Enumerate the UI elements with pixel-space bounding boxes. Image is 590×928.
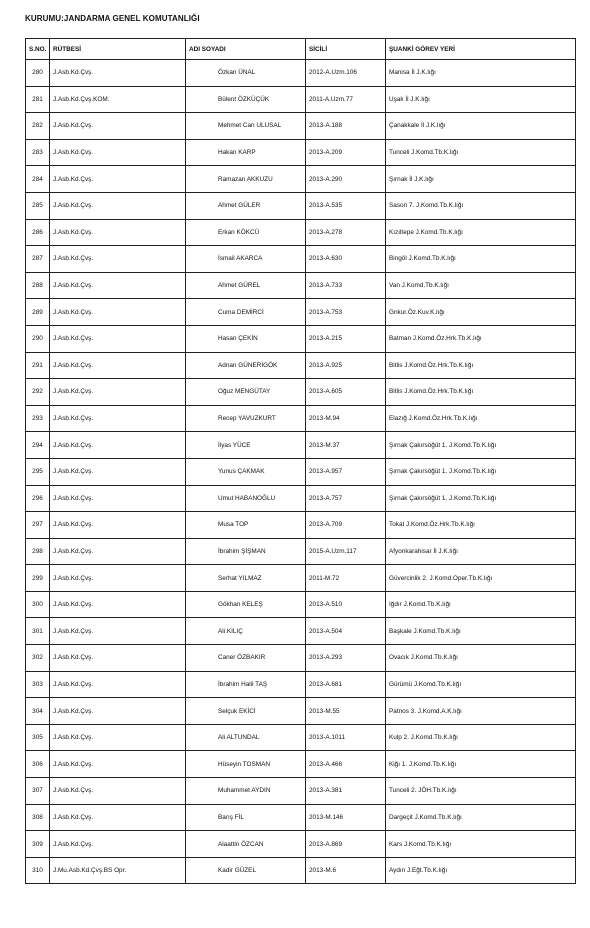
cell-current-post: Afyonkarahisar İl J.K.lığı	[386, 538, 576, 565]
cell-rank: J.Asb.Kd.Çvş.	[50, 405, 186, 432]
table-row	[26, 405, 576, 432]
header-current-post: ŞUANKİ GÖREV YERİ	[386, 39, 576, 60]
cell-current-post: Gürümü J.Komd.Tb.K.lığı	[386, 671, 576, 698]
cell-rank: J.Asb.Kd.Çvş.	[50, 591, 186, 618]
table-row	[26, 299, 576, 326]
table-row	[26, 565, 576, 592]
cell-sno: 297	[26, 512, 50, 539]
cell-sno: 307	[26, 778, 50, 805]
cell-registry: 2013-A.1011	[306, 724, 386, 751]
cell-sno: 284	[26, 166, 50, 193]
cell-registry: 2013-A.466	[306, 751, 386, 778]
cell-rank: J.Asb.Kd.Çvş.	[50, 166, 186, 193]
cell-registry: 2013-A.381	[306, 778, 386, 805]
cell-registry: 2013-A.215	[306, 325, 386, 352]
cell-rank: J.Asb.Kd.Çvş.	[50, 352, 186, 379]
cell-current-post: Çanakkale İl J.K.lığı	[386, 113, 576, 140]
cell-current-post: Şırnak Çakırsöğüt 1. J.Komd.Tb.K.lığı	[386, 485, 576, 512]
cell-sno: 299	[26, 565, 50, 592]
cell-name: Ali ALTUNDAL	[186, 724, 306, 751]
cell-sno: 308	[26, 804, 50, 831]
cell-sno: 292	[26, 379, 50, 406]
cell-name: İbrahim Halil TAŞ	[186, 671, 306, 698]
cell-registry: 2013-M.94	[306, 405, 386, 432]
header-sno: S.NO.	[26, 39, 50, 60]
cell-registry: 2013-A.709	[306, 512, 386, 539]
table-row	[26, 458, 576, 485]
table-row	[26, 432, 576, 459]
cell-name: Hasan ÇEKİN	[186, 325, 306, 352]
cell-rank: J.Asb.Kd.Çvş.KOM.	[50, 86, 186, 113]
cell-rank: J.Asb.Kd.Çvş.	[50, 219, 186, 246]
table-row	[26, 352, 576, 379]
cell-current-post: Şırnak Çakırsöğüt 1. J.Komd.Tb.K.lığı	[386, 458, 576, 485]
cell-sno: 286	[26, 219, 50, 246]
cell-registry: 2011-M.72	[306, 565, 386, 592]
table-row	[26, 698, 576, 725]
cell-registry: 2013-A.510	[306, 591, 386, 618]
cell-current-post: Kızıltepe J.Komd.Tb.K.lığı	[386, 219, 576, 246]
cell-name: İbrahim ŞİŞMAN	[186, 538, 306, 565]
cell-current-post: Iğdır J.Komd.Tb.K.lığı	[386, 591, 576, 618]
cell-rank: J.Asb.Kd.Çvş.	[50, 618, 186, 645]
cell-current-post: Van J.Komd.Tb.K.lığı	[386, 272, 576, 299]
table-row	[26, 113, 576, 140]
cell-name: Ali KILIÇ	[186, 618, 306, 645]
cell-name: Kadir GÜZEL	[186, 857, 306, 884]
cell-rank: J.Asb.Kd.Çvş.	[50, 671, 186, 698]
cell-rank: J.Asb.Kd.Çvş.	[50, 645, 186, 672]
cell-registry: 2013-A.681	[306, 671, 386, 698]
table-body	[26, 60, 576, 884]
cell-registry: 2013-A.290	[306, 166, 386, 193]
cell-name: Ahmet GÜLER	[186, 192, 306, 219]
cell-current-post: Gnkur.Öz.Kuv.K.lığı	[386, 299, 576, 326]
cell-name: Muhammet AYDIN	[186, 778, 306, 805]
cell-name: Özkan ÜNAL	[186, 60, 306, 87]
cell-sno: 288	[26, 272, 50, 299]
table-row	[26, 325, 576, 352]
cell-current-post: Tunceli J.Komd.Tb.K.lığı	[386, 139, 576, 166]
cell-registry: 2011-A.Uzm.77	[306, 86, 386, 113]
table-row	[26, 139, 576, 166]
cell-name: Barış FİL	[186, 804, 306, 831]
cell-rank: J.Asb.Kd.Çvş.	[50, 325, 186, 352]
cell-rank: J.Asb.Kd.Çvş.	[50, 804, 186, 831]
cell-current-post: Aydın J.Eğt.Tb.K.lığı	[386, 857, 576, 884]
document-heading: KURUMU:JANDARMA GENEL KOMUTANLIĞI	[25, 14, 200, 23]
cell-current-post: Sason 7. J.Komd.Tb.K.lığı	[386, 192, 576, 219]
cell-rank: J.Asb.Kd.Çvş.	[50, 751, 186, 778]
cell-rank: J.Asb.Kd.Çvş.	[50, 565, 186, 592]
table-row	[26, 166, 576, 193]
table-row	[26, 485, 576, 512]
cell-sno: 301	[26, 618, 50, 645]
cell-current-post: Kulp 2. J.Komd.Tb.K.lığı	[386, 724, 576, 751]
cell-current-post: Bitlis J.Komd.Öz.Hrk.Tb.K.lığı	[386, 352, 576, 379]
cell-sno: 291	[26, 352, 50, 379]
cell-registry: 2013-A.733	[306, 272, 386, 299]
table-row	[26, 724, 576, 751]
cell-sno: 282	[26, 113, 50, 140]
cell-registry: 2013-A.925	[306, 352, 386, 379]
cell-sno: 304	[26, 698, 50, 725]
cell-registry: 2013-A.293	[306, 645, 386, 672]
cell-name: Ramazan AKKUZU	[186, 166, 306, 193]
table-row	[26, 246, 576, 273]
cell-name: Ahmet GÜREL	[186, 272, 306, 299]
cell-rank: J.Asb.Kd.Çvş.	[50, 831, 186, 858]
cell-sno: 295	[26, 458, 50, 485]
table-row	[26, 857, 576, 884]
cell-name: İsmail AKARCA	[186, 246, 306, 273]
cell-name: Hüseyin TOSMAN	[186, 751, 306, 778]
cell-rank: J.Asb.Kd.Çvş.	[50, 113, 186, 140]
cell-current-post: Güvercinlik 2. J.Komd.Oper.Tb.K.lığı	[386, 565, 576, 592]
header-registry: SİCİLİ	[306, 39, 386, 60]
cell-current-post: Kiğı 1. J.Komd.Tb.K.lığı	[386, 751, 576, 778]
table-row	[26, 219, 576, 246]
cell-sno: 298	[26, 538, 50, 565]
cell-registry: 2013-A.605	[306, 379, 386, 406]
cell-current-post: Elazığ J.Komd.Öz.Hrk.Tb.K.lığı	[386, 405, 576, 432]
cell-registry: 2013-A.869	[306, 831, 386, 858]
cell-registry: 2013-M.55	[306, 698, 386, 725]
table-row	[26, 86, 576, 113]
cell-sno: 306	[26, 751, 50, 778]
cell-name: Alaattin ÖZCAN	[186, 831, 306, 858]
cell-registry: 2013-A.753	[306, 299, 386, 326]
cell-registry: 2013-A.188	[306, 113, 386, 140]
table-row	[26, 192, 576, 219]
table-row	[26, 804, 576, 831]
cell-current-post: Şırnak İl J.K.lığı	[386, 166, 576, 193]
cell-name: Recep YAVUZKURT	[186, 405, 306, 432]
cell-sno: 281	[26, 86, 50, 113]
cell-sno: 309	[26, 831, 50, 858]
cell-current-post: Başkale J.Komd.Tb.K.lığı	[386, 618, 576, 645]
table-row	[26, 671, 576, 698]
cell-name: Cuma DEMİRCİ	[186, 299, 306, 326]
cell-current-post: Tokat J.Komd.Öz.Hrk.Tb.K.lığı	[386, 512, 576, 539]
cell-name: Hakan KARP	[186, 139, 306, 166]
cell-rank: J.Asb.Kd.Çvş.	[50, 379, 186, 406]
header-name: ADI SOYADI	[186, 39, 306, 60]
cell-rank: J.Asb.Kd.Çvş.	[50, 724, 186, 751]
table-row	[26, 60, 576, 87]
cell-sno: 283	[26, 139, 50, 166]
cell-current-post: Ovacık J.Komd.Tb.K.lığı	[386, 645, 576, 672]
cell-name: Musa TOP	[186, 512, 306, 539]
cell-name: Selçuk EKİCİ	[186, 698, 306, 725]
cell-registry: 2013-A.504	[306, 618, 386, 645]
cell-rank: J.Asb.Kd.Çvş.	[50, 538, 186, 565]
cell-sno: 290	[26, 325, 50, 352]
cell-sno: 294	[26, 432, 50, 459]
cell-current-post: Kars J.Komd.Tb.K.lığı	[386, 831, 576, 858]
cell-name: İlyas YÜCE	[186, 432, 306, 459]
cell-rank: J.Asb.Kd.Çvş.	[50, 139, 186, 166]
cell-sno: 296	[26, 485, 50, 512]
table-header-row	[26, 39, 576, 60]
cell-current-post: Batman J.Komd.Öz.Hrk.Tb.K.lığı	[386, 325, 576, 352]
table-row	[26, 645, 576, 672]
table-row	[26, 618, 576, 645]
cell-sno: 310	[26, 857, 50, 884]
cell-rank: J.Asb.Kd.Çvş.	[50, 272, 186, 299]
cell-name: Umut HABANOĞLU	[186, 485, 306, 512]
table-row	[26, 538, 576, 565]
cell-rank: J.Asb.Kd.Çvş.	[50, 778, 186, 805]
cell-current-post: Uşak İl J.K.lığı	[386, 86, 576, 113]
cell-sno: 293	[26, 405, 50, 432]
cell-rank: J.Asb.Kd.Çvş.	[50, 299, 186, 326]
cell-current-post: Manisa İl J.K.lığı	[386, 60, 576, 87]
cell-registry: 2013-A.535	[306, 192, 386, 219]
cell-rank: J.Asb.Kd.Çvş.	[50, 432, 186, 459]
cell-rank: J.Asb.Kd.Çvş.	[50, 60, 186, 87]
cell-rank: J.Asb.Kd.Çvş.	[50, 512, 186, 539]
cell-name: Mehmet Can ULUSAL	[186, 113, 306, 140]
cell-name: Bülent ÖZKÜÇÜK	[186, 86, 306, 113]
personnel-table	[25, 38, 576, 884]
cell-sno: 287	[26, 246, 50, 273]
cell-sno: 300	[26, 591, 50, 618]
cell-current-post: Patnos 3. J.Komd.A.K.lığı	[386, 698, 576, 725]
cell-rank: J.Asb.Kd.Çvş.	[50, 458, 186, 485]
cell-registry: 2013-M.6	[306, 857, 386, 884]
cell-rank: J.Asb.Kd.Çvş.	[50, 485, 186, 512]
cell-current-post: Dargeçit J.Komd.Tb.K.lığı	[386, 804, 576, 831]
cell-registry: 2013-M.146	[306, 804, 386, 831]
cell-name: Yunus ÇAKMAK	[186, 458, 306, 485]
cell-rank: J.Asb.Kd.Çvş.	[50, 246, 186, 273]
cell-name: Adnan GÜNERİGÖK	[186, 352, 306, 379]
cell-sno: 302	[26, 645, 50, 672]
header-rank: RÜTBESİ	[50, 39, 186, 60]
cell-name: Oğuz MENGÜTAY	[186, 379, 306, 406]
cell-current-post: Bingöl J.Komd.Tb.K.lığı	[386, 246, 576, 273]
cell-rank: J.Asb.Kd.Çvş.	[50, 698, 186, 725]
cell-registry: 2013-A.278	[306, 219, 386, 246]
cell-registry: 2013-A.757	[306, 485, 386, 512]
table-row	[26, 379, 576, 406]
cell-registry: 2013-A.209	[306, 139, 386, 166]
cell-name: Serhat YILMAZ	[186, 565, 306, 592]
cell-registry: 2012-A.Uzm.106	[306, 60, 386, 87]
cell-sno: 303	[26, 671, 50, 698]
cell-sno: 285	[26, 192, 50, 219]
table-row	[26, 831, 576, 858]
cell-registry: 2013-A.630	[306, 246, 386, 273]
cell-registry: 2013-M.37	[306, 432, 386, 459]
cell-name: Gökhan KELEŞ	[186, 591, 306, 618]
cell-rank: J.Asb.Kd.Çvş.	[50, 192, 186, 219]
cell-name: Caner ÖZBAKIR	[186, 645, 306, 672]
cell-current-post: Bitlis J.Komd.Öz.Hrk.Tb.K.lığı	[386, 379, 576, 406]
table-row	[26, 778, 576, 805]
table-row	[26, 751, 576, 778]
cell-name: Erkan KÖKCÜ	[186, 219, 306, 246]
table-row	[26, 512, 576, 539]
table-row	[26, 272, 576, 299]
table-row	[26, 591, 576, 618]
cell-current-post: Şırnak Çakırsöğüt 1. J.Komd.Tb.K.lığı	[386, 432, 576, 459]
cell-current-post: Tunceli 2. JÖH.Tb.K.lığı	[386, 778, 576, 805]
cell-sno: 289	[26, 299, 50, 326]
cell-sno: 305	[26, 724, 50, 751]
cell-rank: J.Mu.Asb.Kd.Çvş.BS Opr.	[50, 857, 186, 884]
cell-sno: 280	[26, 60, 50, 87]
cell-registry: 2015-A.Uzm.117	[306, 538, 386, 565]
cell-registry: 2013-A.957	[306, 458, 386, 485]
